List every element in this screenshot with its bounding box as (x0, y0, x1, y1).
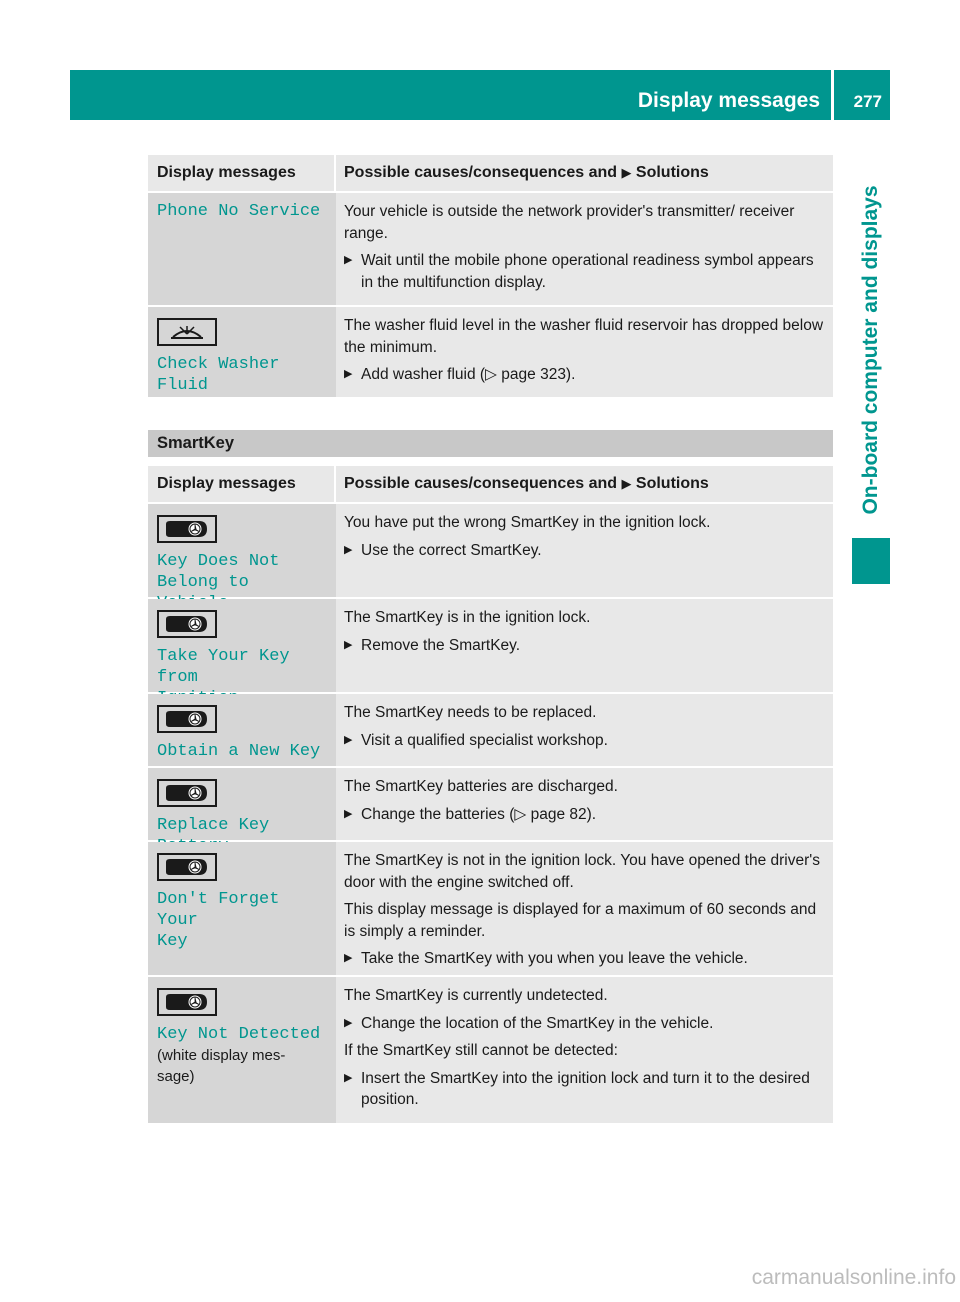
table-header-row (148, 155, 833, 193)
display-message-note: (white display mes- sage) (157, 1047, 286, 1085)
column-header-messages: Display messages (148, 155, 336, 191)
cause-text: The SmartKey batteries are discharged. (344, 778, 618, 795)
table-row (148, 977, 833, 1123)
cause-text: The SmartKey is currently undetected. (344, 987, 608, 1004)
section-title: SmartKey (148, 430, 833, 457)
table-row (148, 193, 833, 307)
smartkey-icon (157, 779, 217, 807)
cause-text: If the SmartKey still cannot be detected: (344, 1042, 618, 1059)
display-message: Check Washer Fluid (157, 355, 280, 395)
table-row (148, 768, 833, 842)
display-message: Don't Forget Your Key (157, 890, 280, 951)
solution-step: ▶ Take the SmartKey with you when you leave the vehicle. (344, 948, 825, 970)
solution-step: ▶ Add washer fluid (▷ page 323). (344, 364, 825, 386)
cause-text: The SmartKey is in the ignition lock. (344, 609, 591, 626)
cause-text: The SmartKey is not in the ignition lock. You have opened the driver's door with the engine switched off. (344, 852, 820, 891)
table-row (148, 504, 833, 599)
solution-step: ▶ Visit a qualified specialist workshop. (344, 730, 825, 752)
washer-fluid-icon (157, 318, 217, 346)
solution-step: ▶ Change the batteries (▷ page 82). (344, 804, 825, 826)
arrow-icon: ▶ (621, 476, 632, 491)
column-header-messages: Display messages (148, 466, 336, 502)
header-separator (831, 70, 834, 120)
display-message: Replace Key (157, 816, 270, 835)
arrow-icon: ▶ (621, 165, 632, 180)
display-message: Obtain a New Key (157, 742, 321, 761)
table-row (148, 694, 833, 768)
cause-text: You have put the wrong SmartKey in the ignition lock. (344, 514, 711, 531)
table-header-row (148, 466, 833, 504)
side-tab-marker (852, 538, 890, 584)
page-number: 277 (853, 92, 882, 111)
smartkey-icon (157, 853, 217, 881)
display-message: Take Your Key from (157, 647, 290, 687)
smartkey-icon (157, 705, 217, 733)
watermark: carmanualsonline.info (751, 1266, 956, 1289)
solution-step: ▶ Wait until the mobile phone operational readiness symbol appears in the multifunction display. (344, 250, 825, 293)
side-tab-label: On-board computer and displays (859, 185, 882, 515)
smartkey-icon (157, 515, 217, 543)
solution-step: ▶ Insert the SmartKey into the ignition lock and turn it to the desired position. (344, 1068, 825, 1111)
display-message: Key Does Not Belong to (157, 552, 280, 592)
cause-text: Your vehicle is outside the network provider's transmitter/ receiver range. (344, 203, 795, 242)
header-title: Display messages (637, 89, 820, 112)
smartkey-icon (157, 610, 217, 638)
table-row (148, 842, 833, 977)
smartkey-icon (157, 988, 217, 1016)
solution-step: ▶ Remove the SmartKey. (344, 635, 825, 657)
display-message: Phone No Service (157, 202, 321, 221)
cause-text: The SmartKey needs to be replaced. (344, 704, 597, 721)
cause-text: The washer fluid level in the washer fluid reservoir has dropped below the minimum. (344, 317, 824, 356)
column-header-solutions: Possible causes/consequences and ▶ Solutions (336, 155, 833, 191)
column-header-solutions: Possible causes/consequences and ▶ Solutions (336, 466, 833, 502)
table-row (148, 307, 833, 397)
smartkey-messages-table (148, 466, 833, 1123)
cause-text: This display message is displayed for a maximum of 60 seconds and is simply a reminder. (344, 901, 817, 940)
display-message: Key Not Detected (157, 1025, 321, 1044)
page-header (70, 70, 890, 120)
display-messages-table (148, 155, 833, 397)
solution-step: ▶ Change the location of the SmartKey in the vehicle. (344, 1013, 825, 1035)
table-row (148, 599, 833, 694)
solution-step: ▶ Use the correct SmartKey. (344, 540, 825, 562)
